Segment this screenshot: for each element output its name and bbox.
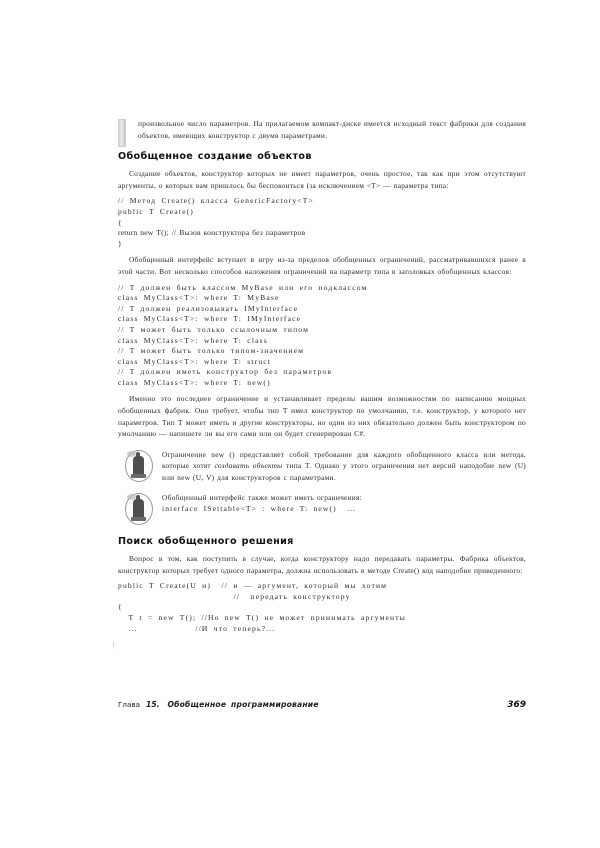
pointing-hand-note-icon — [124, 449, 154, 483]
code-line: class MyClass<T>: where T: struct — [118, 356, 272, 366]
code-line: // T может быть только ссылочным типом — [118, 324, 310, 334]
footer-chapter-number: 15. — [146, 700, 160, 709]
code-line: } — [118, 238, 122, 248]
code-line: class MyClass<T>: where T: MyBase — [118, 293, 280, 303]
footer-chapter-info — [118, 700, 319, 709]
code-line: ... //И что теперь?... — [118, 623, 276, 633]
code-line: // T должен быть классом MyBase или его подклассом — [118, 282, 368, 292]
code-line: class MyClass<T>: where T: new() — [118, 377, 271, 387]
note-text-part-2: типа T. Однако у этого ограничения нет версий наподобие new (U) или new (U, V) для конструкторов с параметрами. — [162, 461, 527, 482]
code-block-create-with-arg — [118, 581, 526, 634]
note-callout — [118, 449, 526, 483]
margin-brace-artifact: { — [112, 641, 116, 649]
paragraph: Создание объектов, конструктор которых не имеет параметров, очень простое, так как при этом отсутствуют аргументы, о которых вам пришлось бы беспокоиться (за исключением <T> — параметра типа: — [118, 169, 526, 190]
page-footer — [118, 700, 526, 710]
footer-chapter-title: Обобщенное программирование — [167, 700, 319, 709]
intro-block — [118, 118, 526, 141]
pointing-hand-note-icon — [124, 492, 154, 526]
note-icon-cuff — [131, 517, 146, 521]
section-heading-generic-object-creation: Обобщенное создание объектов — [118, 151, 312, 163]
code-line: T t = new T(); //Но new T() не может принимать аргументы — [118, 613, 406, 623]
note-text-italic: создавать объекты — [214, 461, 283, 471]
code-line: // T должен иметь конструктор без параметров — [118, 367, 333, 377]
note-text — [162, 449, 526, 483]
code-line: public T Create() — [118, 206, 194, 216]
code-line: // T должен реализовывать IMyInterface — [118, 303, 299, 313]
code-line: public T Create(U и) // и — аргумент, который мы хотим — [118, 581, 388, 591]
intro-paragraph: произвольное число параметров. На прилагаемом компакт-диске имеется исходный текст фабрики для создания объектов, имеющих конструктор с двумя параметрами. — [138, 119, 526, 140]
code-line: { — [118, 217, 122, 227]
code-line: return new T(); // Вызов конструктора без параметров — [118, 228, 306, 238]
page-content — [118, 118, 526, 639]
footer-page-number: 369 — [507, 700, 526, 710]
paragraph: Вопрос в том, как поступить в случае, когда конструктору надо передавать параметры. Фабрика объектов, конструктор которых требует одного параметра, должна использовать в методе Create() код наподобие приведенного: — [118, 554, 526, 575]
code-line: { — [118, 602, 122, 612]
paragraph: Обобщенный интерфейс вступает в игру из-за пределов обобщенных ограничений, рассматривавшихся ранее в этой части. Вот несколько способов наложения ограничений на параметр типа в заголовках обобщенных классов: — [118, 255, 526, 276]
code-block-create-method — [118, 196, 526, 249]
code-line: // Метод Create() класса GenericFactory<T> — [118, 196, 314, 206]
note-code-line: interface ISettable<T> : where T: new() ... — [162, 504, 357, 514]
note-icon-cuff — [131, 474, 146, 478]
code-line: class MyClass<T>: where T: class — [118, 335, 268, 345]
note-text: Обобщенный интерфейс также может иметь ограничения: — [162, 493, 362, 503]
section-heading-generic-solution-search: Поиск обобщенного решения — [118, 536, 294, 548]
code-block-constraints — [118, 283, 526, 389]
code-line: class MyClass<T>: where T: IMyInterface — [118, 314, 302, 324]
paragraph: Именно это последнее ограничение и устанавливает пределы вашим возможностям по написанию мощных обобщенных фабрик. Оно требует, чтобы тип T имел конструктор по умолчанию, т.е. конструктор, у которого нет параметров. Тип T может иметь и другие конструкторы, но один из них обязательно должен быть конструктором по умолчанию — напишете ли вы его сами или он будет сгенерирован C#. — [118, 394, 526, 439]
code-line: // T может быть только типом-значением — [118, 346, 305, 356]
footer-chapter-word: Глава — [118, 700, 141, 709]
margin-bar-icon — [118, 119, 126, 147]
note-callout — [118, 492, 526, 526]
note-text-part-1: Ограничение new () представляет собой требование для каждого обобщенного класса или метода, которые хотят — [162, 449, 526, 471]
code-line: // передать конструктору — [118, 591, 351, 601]
